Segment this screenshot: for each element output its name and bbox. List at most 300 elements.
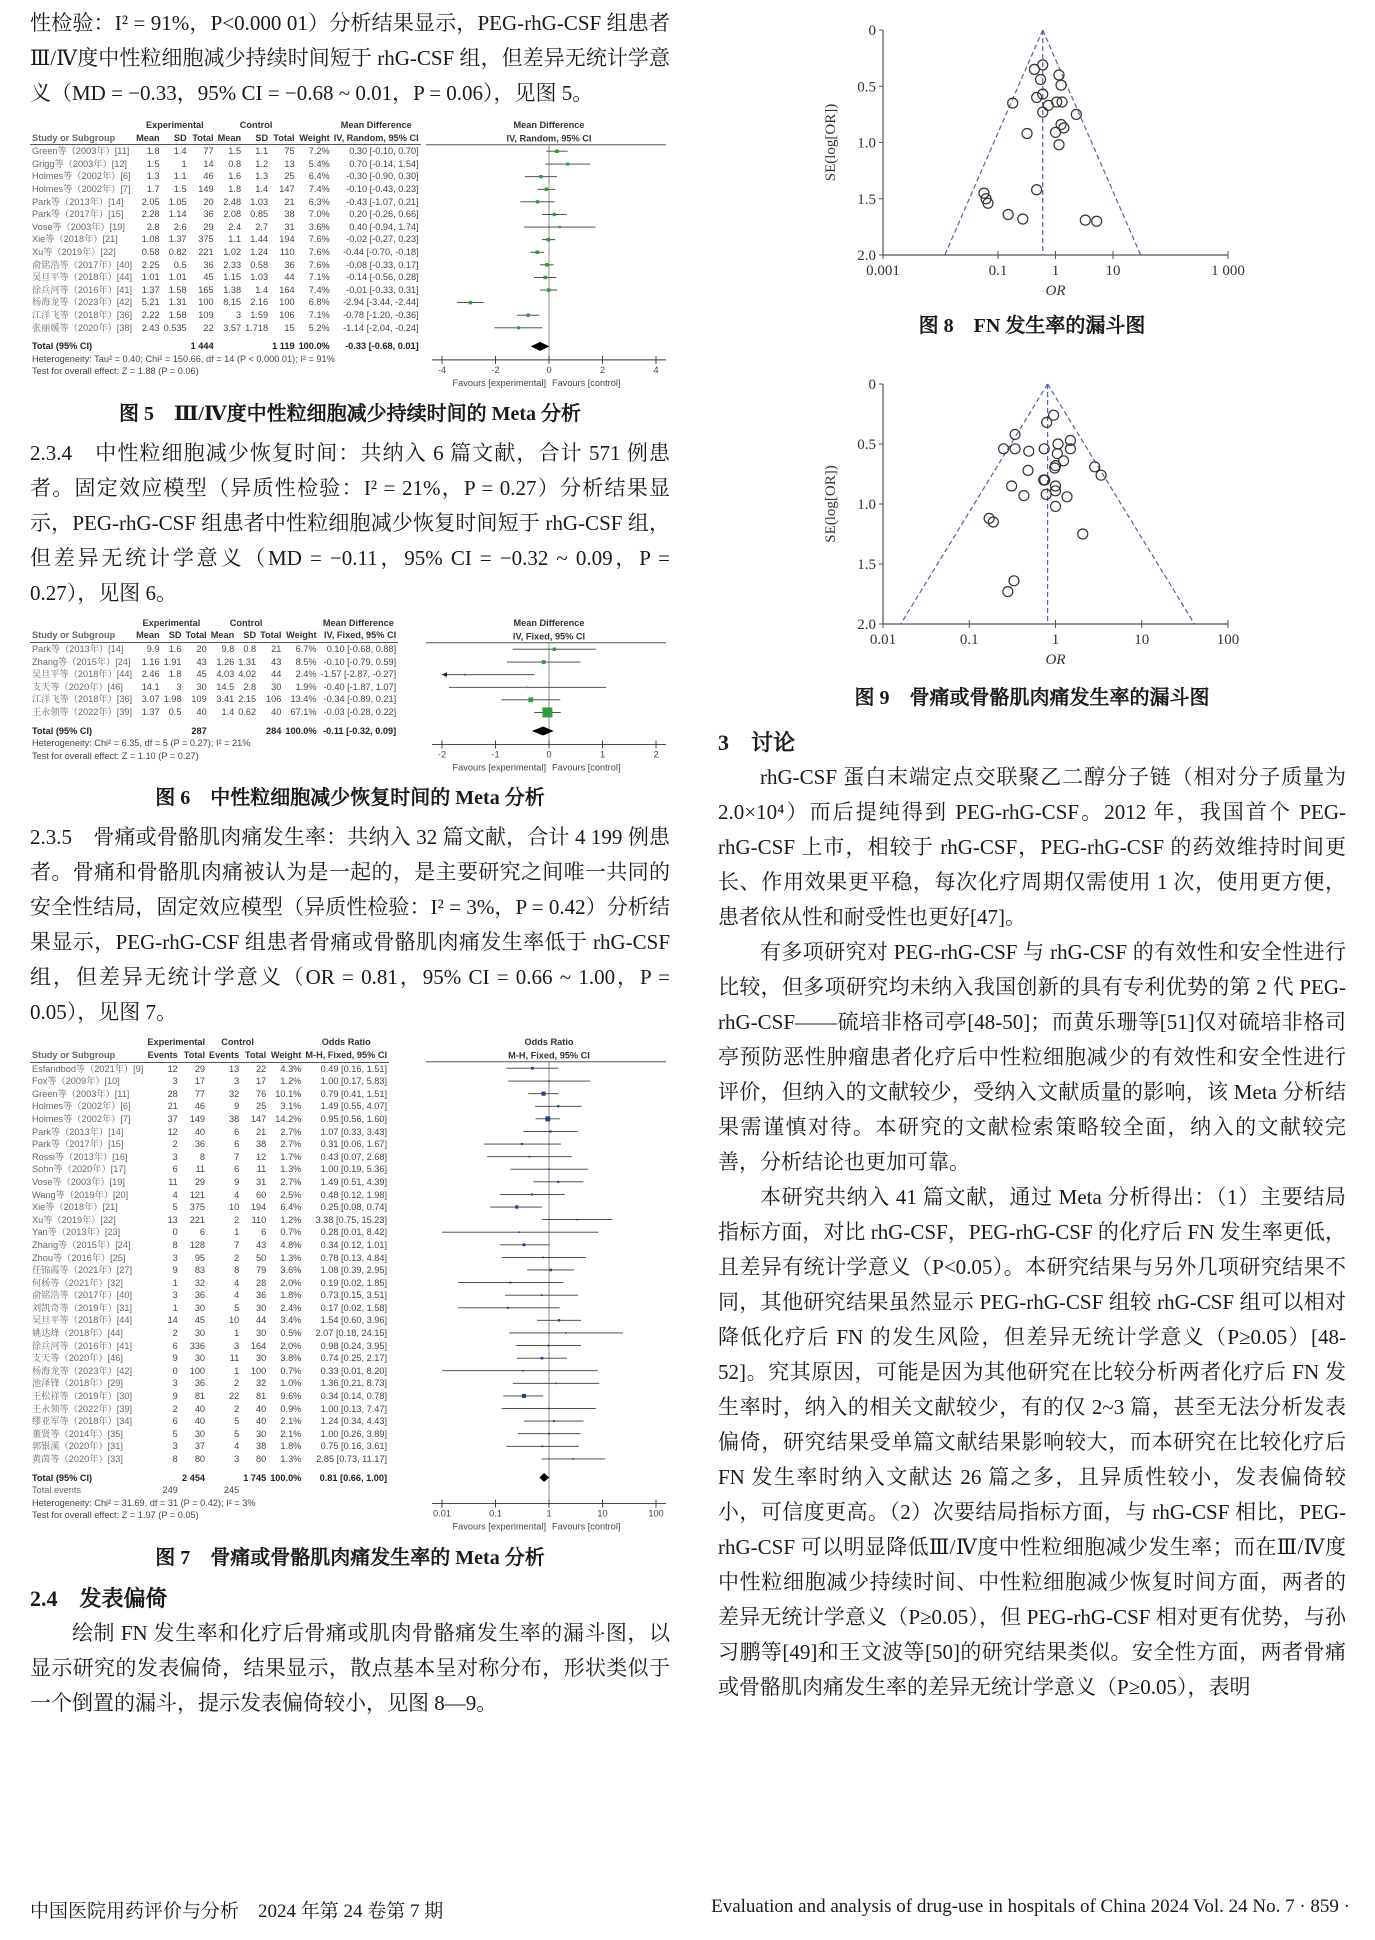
cell-e2: 4 (234, 1277, 240, 1288)
cell-w: 67.1% (290, 707, 317, 718)
cell-w: 1.3% (280, 1164, 302, 1175)
cell-e1: 37 (167, 1113, 178, 1124)
cell-sd1: 3 (176, 681, 182, 692)
cell-e1: 12 (167, 1126, 178, 1137)
section-2-4-title: 2.4 发表偏倚 (30, 1585, 168, 1611)
column-header: Mean (216, 132, 244, 145)
cell-sd2: 0.8 (243, 644, 257, 655)
x-tick-label: 4 (653, 364, 659, 375)
cell-n2: 194 (279, 234, 295, 245)
cell-e1: 14 (167, 1315, 178, 1326)
cell-n1: 121 (189, 1189, 206, 1200)
x-tick-label: 1 000 (1211, 263, 1245, 279)
cell-n1: 221 (189, 1214, 206, 1225)
favours-experimental-label: Favours [experimental] (452, 1521, 546, 1532)
favours-control-label: Favours [control] (552, 377, 621, 388)
study-point (1092, 216, 1102, 226)
study-row (30, 1453, 389, 1466)
cell-e1: 2 (172, 1139, 178, 1150)
point-estimate (565, 1333, 567, 1335)
cell-m1: 0.58 (141, 246, 160, 257)
cell-ci: 0.19 [0.02, 1.85] (320, 1277, 388, 1288)
study-point (1003, 210, 1013, 220)
cell-ci: 1.08 [0.39, 2.95] (320, 1265, 388, 1276)
column-header: Weight (268, 1049, 303, 1062)
cell-m1: 1.3 (146, 171, 160, 182)
cell-sd2: 1.24 (250, 246, 269, 257)
cell-m1: 2.22 (141, 309, 160, 320)
plot-group-header: Mean Difference (513, 120, 585, 130)
cell-n2: 13 (284, 158, 295, 169)
cell-e2: 11 (229, 1353, 240, 1364)
cell-n2: 38 (284, 209, 295, 220)
cell-study: 徐兵河等（2016年）[41] (32, 284, 133, 295)
cell-ci: 1.00 [0.17, 5.83] (320, 1076, 388, 1087)
cell-e2: 6 (234, 1164, 240, 1175)
cell-e1: 0 (172, 1365, 178, 1376)
cell-ci: 1.00 [0.13, 7.47] (320, 1403, 388, 1414)
cell-sd2: 0.85 (250, 209, 269, 220)
cell-sd2: 0.58 (250, 259, 269, 270)
cell-ci: 0.79 [0.41, 1.51] (320, 1088, 388, 1099)
cell-study: 俞铭浩等（2017年）[40] (32, 259, 133, 270)
cell-n1: 221 (198, 246, 214, 257)
cell-n1: 149 (198, 183, 214, 194)
cell-n1: 29 (194, 1063, 206, 1074)
cell-study: Holmes等（2002年）[7] (32, 183, 131, 194)
cell-w: 2.7% (280, 1139, 302, 1150)
y-axis-label: SE(log[OR]) (823, 103, 839, 182)
total-blank (134, 340, 162, 353)
y-tick-label: 0 (868, 23, 876, 39)
forest-table (30, 1036, 389, 1522)
cell-n1: 95 (194, 1252, 206, 1263)
point-estimate (536, 200, 539, 203)
study-row (30, 1428, 389, 1441)
point-estimate (509, 1282, 511, 1284)
cell-w: 6.4% (280, 1202, 302, 1213)
total-w: 100.0% (270, 1472, 302, 1483)
cell-n1: 30 (194, 1353, 206, 1364)
cell-sd1: 1.91 (163, 656, 182, 667)
cell-n1: 45 (194, 1315, 206, 1326)
cell-n2: 25 (284, 171, 295, 182)
cell-ci: -2.94 [-3.44, -2.44] (343, 297, 419, 308)
cell-m1: 5.21 (141, 297, 160, 308)
point-estimate (566, 163, 569, 166)
cell-ci: 1.07 [0.33, 3.43] (320, 1126, 388, 1137)
cell-w: 2.4% (295, 669, 317, 680)
cell-e1: 13 (167, 1214, 178, 1225)
cell-sd1: 0.535 (163, 322, 187, 333)
cell-n2: 6 (261, 1227, 267, 1238)
cell-n1: 40 (194, 1403, 206, 1414)
cell-e2: 4 (234, 1189, 240, 1200)
cell-n2: 44 (255, 1315, 267, 1326)
point-estimate (553, 1421, 555, 1423)
favours-control-label: Favours [control] (552, 1521, 621, 1532)
forest-plot-fig5 (30, 119, 670, 394)
figure-7-caption: 图 7 骨痛或骨骼肌肉痛发生率的 Meta 分析 (155, 1546, 545, 1569)
cell-ci: 0.30 [-0.10, 0.70] (349, 146, 419, 157)
cell-e2: 9 (234, 1176, 240, 1187)
point-estimate (531, 1067, 534, 1070)
cell-n1: 30 (194, 1428, 206, 1439)
cell-w: 0.5% (280, 1328, 302, 1339)
cell-n2: 110 (279, 246, 295, 257)
column-header: Total (258, 629, 283, 642)
cell-study: 徐兵河等（2016年）[41] (32, 1340, 133, 1351)
total-blank (209, 725, 237, 738)
page-footer (30, 1896, 1350, 1923)
cell-w: 3.1% (280, 1101, 302, 1112)
cell-study: Vose等（2003年）[19] (32, 221, 125, 232)
cell-sd1: 1.05 (168, 196, 187, 207)
cell-e2: 8 (234, 1265, 240, 1276)
section-2-4-body: 绘制 FN 发生率和化疗后骨痛或肌肉骨骼痛发生率的漏斗图，以显示研究的发表偏倚，结果显示，散点基本呈对称分布，形状类似于一个倒置的漏斗，提示发表偏倚较小，见图 8—9。 (30, 1620, 670, 1715)
cell-n1: 109 (191, 694, 207, 705)
cell-n2: 79 (255, 1265, 267, 1276)
cell-study: Zhang等（2015年）[24] (32, 1239, 131, 1250)
study-row (30, 1075, 389, 1088)
y-tick-label: 0 (868, 377, 876, 393)
study-row (30, 681, 398, 694)
point-estimate (464, 674, 466, 676)
cell-m2: 9.8 (221, 644, 235, 655)
cell-m2: 1.26 (216, 656, 235, 667)
cell-study: Wang等（2019年）[20] (32, 1189, 129, 1200)
cell-study: 池泽锋（2018年）[29] (32, 1378, 123, 1389)
cell-study: Park等（2013年）[14] (32, 1126, 124, 1137)
cell-n2: 80 (255, 1454, 267, 1464)
study-row (30, 1277, 389, 1290)
total-ci: -0.33 [-0.68, 0.01] (345, 341, 419, 352)
study-row (30, 221, 421, 234)
group-header-blank (283, 617, 318, 630)
cell-w: 5.2% (308, 322, 330, 333)
study-point (1062, 492, 1072, 502)
cell-e1: 3 (172, 1290, 178, 1301)
forest-plot-fig7 (30, 1036, 670, 1538)
cell-study: 王松祥等（2019年）[30] (32, 1391, 133, 1402)
cell-n2: 40 (271, 707, 282, 718)
cell-e2: 10 (228, 1202, 240, 1213)
cell-ci: 0.73 [0.15, 3.51] (320, 1290, 388, 1301)
x-tick-label: 1 (546, 1508, 552, 1519)
column-header: Total (183, 629, 208, 642)
point-estimate (545, 1117, 550, 1122)
cell-ci: 0.33 [0.01, 8.20] (320, 1365, 388, 1376)
point-estimate (548, 1081, 550, 1083)
cell-sd1: 0.82 (168, 246, 187, 257)
cell-n1: 30 (194, 1328, 206, 1339)
point-estimate (542, 660, 546, 664)
group-header: Mean Difference (340, 120, 412, 130)
cell-m2: 1.02 (223, 246, 242, 257)
point-estimate (522, 1394, 526, 1398)
cell-e2: 2 (234, 1378, 240, 1389)
study-point (1003, 587, 1013, 597)
cell-w: 7.4% (308, 183, 330, 194)
cell-n1: 17 (194, 1076, 206, 1087)
point-estimate (548, 1345, 550, 1347)
cell-n1: 165 (198, 284, 214, 295)
cell-ci: 0.49 [0.16, 1.51] (320, 1063, 388, 1074)
study-row (30, 693, 398, 706)
cell-m2: 1.1 (228, 234, 242, 245)
cell-n1: 32 (194, 1277, 206, 1288)
cell-study: Zhang等（2015年）[24] (32, 656, 131, 667)
total-ci: 0.81 [0.66, 1.00] (319, 1472, 388, 1483)
cell-n1: 100 (198, 297, 214, 308)
cell-study: Xie等（2018年）[21] (32, 234, 118, 245)
cell-ci: 0.40 [-0.94, 1.74] (349, 221, 419, 232)
x-tick-label: 0.001 (866, 263, 900, 279)
study-row (30, 196, 421, 209)
cell-n1: 43 (196, 656, 207, 667)
point-estimate (519, 1232, 521, 1234)
study-point (1096, 470, 1106, 480)
study-row (30, 1340, 389, 1353)
cell-study: 缪亚军等（2018年）[34] (32, 1416, 133, 1427)
column-header: IV, Fixed, 95% CI (319, 629, 399, 642)
study-row (30, 208, 421, 221)
forest-table-wrap (30, 119, 422, 378)
cell-study: Yan等（2013年）[23] (32, 1227, 121, 1238)
cell-w: 8.5% (295, 656, 317, 667)
study-row (30, 1214, 389, 1227)
point-estimate (550, 1131, 552, 1133)
point-estimate (541, 1295, 543, 1297)
total-label: Total (95% CI) (32, 341, 93, 352)
study-point (1054, 140, 1064, 150)
total-row (30, 1472, 389, 1485)
overall-effect-text: Test for overall effect: Z = 1.97 (P = 0.05) (32, 1510, 199, 1521)
study-row (30, 1151, 389, 1164)
group-header: Control (239, 120, 273, 130)
point-estimate (539, 175, 542, 178)
cell-w: 1.7% (280, 1151, 302, 1162)
point-estimate (545, 187, 549, 191)
study-point (1024, 446, 1034, 456)
cell-ci: -0.10 [-0.79, 0.59] (323, 656, 397, 667)
x-tick-label: 0.1 (489, 1508, 502, 1519)
cell-ci: 0.75 [0.16, 3.61] (320, 1441, 388, 1452)
cell-n1: 30 (194, 1302, 206, 1313)
cell-n2: 164 (250, 1340, 267, 1351)
cell-n2: 44 (284, 272, 295, 283)
cell-study: 江洋飞等（2018年）[36] (32, 694, 133, 705)
cell-ci: -0.40 [-1.87, 1.07] (323, 681, 397, 692)
funnel-left-bound (901, 384, 1048, 624)
favours-control-label: Favours [control] (552, 762, 621, 773)
cell-ci: 1.49 [0.51, 4.39] (320, 1176, 388, 1187)
x-tick-label: 0 (546, 364, 552, 375)
cell-m2: 3.41 (216, 694, 235, 705)
cell-w: 2.7% (280, 1176, 302, 1187)
ci-arrow (442, 672, 447, 677)
study-row (30, 1088, 389, 1101)
cell-sd1: 1 (181, 158, 187, 169)
cell-ci: 0.98 [0.24, 3.95] (320, 1340, 388, 1351)
cell-n2: 106 (279, 309, 295, 320)
cell-sd2: 0.62 (238, 707, 257, 718)
cell-e1: 3 (172, 1151, 178, 1162)
cell-n1: 83 (194, 1265, 206, 1276)
cell-n1: 45 (196, 669, 207, 680)
cell-study: 支天等（2020年）[46] (32, 681, 123, 692)
favours-experimental-label: Favours [experimental] (452, 762, 546, 773)
point-estimate (521, 1143, 523, 1145)
cell-m2: 1.15 (223, 272, 242, 283)
total-n1: 2 454 (182, 1472, 206, 1483)
cell-n1: 37 (194, 1441, 206, 1452)
cell-n2: 50 (255, 1252, 267, 1263)
cell-w: 7.0% (308, 209, 330, 220)
x-tick-label: -1 (491, 749, 500, 760)
study-row (30, 1352, 389, 1365)
cell-e1: 6 (172, 1164, 178, 1175)
cell-sd1: 2.6 (173, 221, 187, 232)
study-point (1051, 501, 1061, 511)
cell-n1: 80 (194, 1454, 206, 1464)
cell-e2: 5 (234, 1302, 240, 1313)
cell-n1: 81 (194, 1391, 206, 1402)
cell-ci: 0.70 [-0.14, 1.54] (349, 158, 419, 169)
x-tick-label: 1 (1051, 263, 1060, 279)
plot-column-header: M-H, Fixed, 95% CI (508, 1051, 590, 1062)
plot-column-header: IV, Random, 95% CI (506, 133, 592, 144)
cell-n2: 31 (255, 1176, 267, 1187)
cell-n2: 11 (256, 1164, 267, 1175)
cell-e1: 9 (172, 1391, 178, 1402)
cell-n1: 36 (194, 1290, 206, 1301)
cell-sd1: 1.01 (168, 272, 187, 283)
events-e2: 245 (223, 1485, 240, 1496)
cell-e1: 0 (172, 1227, 178, 1238)
funnel-plot-fig8 (718, 0, 1346, 310)
column-header: Events (207, 1049, 241, 1062)
forest-plot-area (432, 617, 666, 779)
total-ci: -0.11 [-0.32, 0.09] (323, 725, 397, 736)
study-row (30, 656, 398, 669)
cell-w: 2.7% (280, 1126, 302, 1137)
cell-w: 7.4% (308, 284, 330, 295)
total-blank (236, 725, 258, 738)
cell-n1: 109 (198, 309, 214, 320)
cell-e2: 13 (228, 1063, 240, 1074)
cell-n2: 110 (251, 1214, 267, 1225)
study-row (30, 1302, 389, 1315)
cell-n2: 28 (255, 1277, 267, 1288)
x-tick-label: 2 (599, 364, 606, 375)
cell-e2: 4 (234, 1441, 240, 1452)
cell-ci: 0.95 [0.56, 1.60] (320, 1113, 388, 1124)
cell-e2: 10 (228, 1315, 240, 1326)
point-estimate (542, 707, 552, 717)
cell-n1: 375 (189, 1202, 206, 1213)
cell-study: Fox等（2009年）[10] (32, 1076, 120, 1087)
cell-n2: 81 (255, 1391, 267, 1402)
point-estimate (527, 686, 529, 688)
cell-m1: 2.05 (141, 196, 160, 207)
cell-n2: 36 (284, 259, 295, 270)
cell-sd2: 1.59 (250, 309, 269, 320)
cell-study: Green等（2003年）[11] (32, 146, 130, 157)
cell-w: 7.6% (308, 234, 330, 245)
cell-n1: 29 (194, 1176, 206, 1187)
cell-n1: 36 (203, 259, 214, 270)
cell-e2: 1 (234, 1328, 240, 1339)
group-header: Mean Difference (322, 617, 394, 628)
point-estimate (553, 213, 556, 216)
column-header: Study or Subgroup (30, 1049, 145, 1062)
column-header: SD (236, 629, 258, 642)
cell-n2: 194 (250, 1202, 267, 1213)
section-3-title: 3 讨论 (718, 730, 796, 755)
cell-study: Holmes等（2002年）[6] (32, 171, 131, 182)
cell-e1: 6 (172, 1416, 178, 1427)
figure-5-caption: 图 5 Ⅲ/Ⅳ度中性粒细胞减少持续时间的 Meta 分析 (118, 402, 582, 425)
cell-ci: -1.57 [-2.87, -0.27] (320, 669, 397, 680)
discussion-paragraph-1: rhG-CSF 蛋白末端定点交联聚乙二醇分子链（相对分子质量为 2.0×10⁴）而后提纯得到 PEG-rhG-CSF。2012 年，我国首个 PEG-rhG-CSF 上市，相较于 rhG-CSF，PEG-rhG-CSF 的药效维持时间更长、作用效果更平稳，每次化疗周期仅需使用 1 次，使用更方便，患者依从性和耐受性也更好[47]。 (718, 765, 1346, 929)
cell-w: 2.1% (280, 1428, 302, 1439)
cell-e2: 38 (228, 1113, 240, 1124)
overall-effect-text: Test for overall effect: Z = 1.88 (P = 0.06) (32, 366, 199, 377)
cell-study: Park等（2013年）[14] (32, 644, 124, 655)
cell-n1: 20 (196, 644, 207, 655)
funnel-plot-fig9 (718, 362, 1346, 682)
cell-sd2: 1.3 (255, 171, 269, 182)
y-axis-label: SE(log[OR]) (823, 465, 839, 543)
cell-e1: 2 (172, 1328, 178, 1339)
cell-n1: 30 (196, 681, 207, 692)
cell-m2: 0.8 (228, 158, 242, 169)
x-tick-label: -2 (491, 364, 500, 375)
forest-table-wrap (30, 1036, 422, 1522)
study-row (30, 1403, 389, 1416)
cell-study: 江洋飞等（2018年）[36] (32, 309, 133, 320)
point-estimate (542, 1257, 544, 1259)
study-point (1051, 127, 1061, 137)
events-e1: 249 (162, 1485, 178, 1496)
cell-study: 吴旦平等（2018年）[44] (32, 669, 133, 680)
cell-m2: 1.8 (228, 183, 242, 194)
cell-m2: 3.57 (223, 322, 242, 333)
cell-sd2: 1.1 (255, 146, 269, 157)
cell-w: 4.8% (280, 1239, 302, 1250)
cell-w: 1.9% (295, 681, 317, 692)
cell-w: 6.4% (308, 171, 330, 182)
point-estimate (541, 1357, 544, 1360)
cell-study: Park等（2013年）[14] (32, 196, 124, 207)
cell-n2: 21 (255, 1126, 267, 1137)
cell-sd1: 1.37 (168, 234, 187, 245)
x-tick-label: 0.01 (869, 632, 897, 648)
cell-ci: 1.54 [0.60, 3.96] (320, 1315, 388, 1326)
point-estimate (558, 1320, 560, 1322)
cell-sd2: 2.7 (255, 221, 269, 232)
group-header: Odds Ratio (321, 1037, 371, 1048)
cell-e1: 6 (172, 1340, 178, 1351)
cell-e1: 3 (172, 1252, 178, 1263)
cell-study: Grigg等（2003年）[12] (32, 158, 127, 169)
cell-ci: 1.49 [0.55, 4.07] (320, 1101, 388, 1112)
cell-ci: 0.17 [0.02, 1.58] (320, 1302, 388, 1313)
study-row (30, 643, 398, 656)
column-header: Mean (134, 629, 162, 642)
cell-sd2: 2.15 (238, 694, 257, 705)
